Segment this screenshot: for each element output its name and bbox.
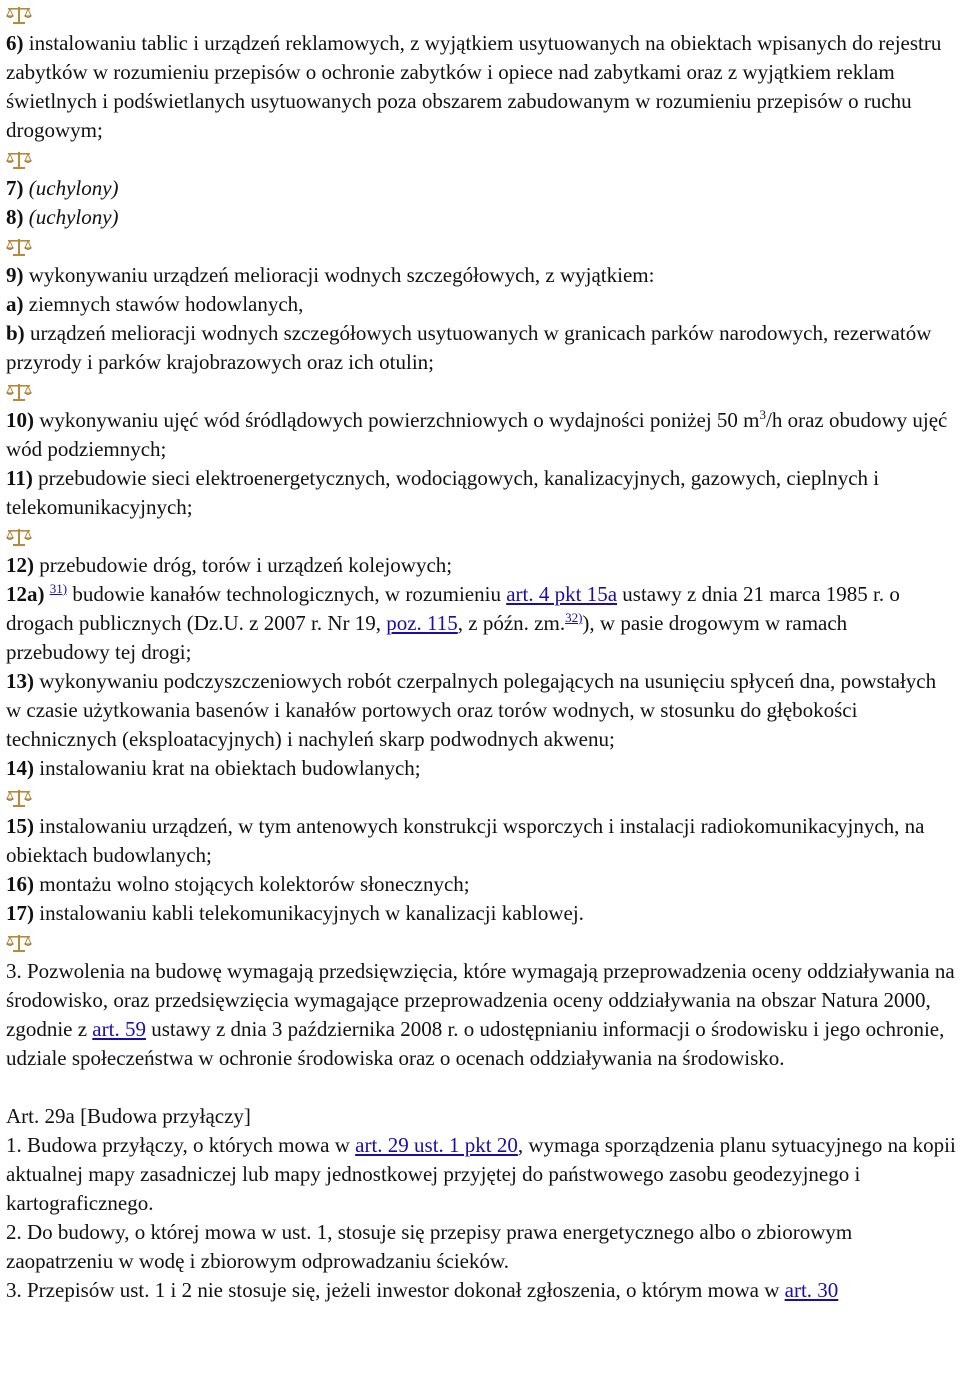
point-number: 6) — [6, 31, 24, 55]
point-number: 17) — [6, 901, 34, 925]
point-text: (uchylony) — [23, 176, 119, 200]
scales-of-justice-icon[interactable] — [6, 382, 32, 402]
paragraph-text: , wymaga sporządzenia planu sytuacyjnego na kopii aktualnej mapy zasadniczej lub mapy jednostkowej przyjętej do państwowego zasobu geodezyjnego i kartograficznego. — [6, 1133, 956, 1215]
point-text: (uchylony) — [23, 205, 119, 229]
footnote-link-31[interactable]: 31) — [49, 581, 68, 596]
point-number: 10) — [6, 408, 34, 432]
link-art-4-pkt-15a[interactable]: art. 4 pkt 15a — [506, 582, 618, 606]
point-text: ziemnych stawów hodowlanych, — [23, 292, 304, 316]
point-12 — [6, 551, 956, 580]
point-number: 14) — [6, 756, 34, 780]
scale-row — [6, 0, 956, 29]
point-text: wykonywaniu urządzeń melioracji wodnych szczegółowych, z wyjątkiem: — [23, 263, 655, 287]
point-text: ustawy z dnia 21 marca 1985 r. o drogach publicznych (Dz.U. z 2007 r. Nr 19, — [6, 582, 900, 635]
point-9b — [6, 319, 956, 377]
scale-row — [6, 522, 956, 551]
point-text: ), w pasie drogowym w ramach przebudowy tej drogi; — [6, 611, 848, 664]
scales-of-justice-icon[interactable] — [6, 788, 32, 808]
point-6 — [6, 29, 956, 145]
point-number: 12a) — [6, 582, 45, 606]
point-14 — [6, 754, 956, 783]
point-7 — [6, 174, 956, 203]
link-art-30[interactable]: art. 30 — [784, 1278, 839, 1302]
point-9 — [6, 261, 956, 290]
article-29a-para-3 — [6, 1276, 956, 1305]
point-text: przebudowie sieci elektroenergetycznych, wodociągowych, kanalizacyjnych, gazowych, cieplnych i telekomunikacyjnych; — [6, 466, 880, 519]
point-17 — [6, 899, 956, 928]
scales-of-justice-icon[interactable] — [6, 933, 32, 953]
paragraph-text: ustawy z dnia 3 października 2008 r. o udostępnianiu informacji o środowisku i jego ochronie, udziale społeczeństwa w ochronie środowiska oraz o ocenach oddziaływania na środowisko. — [6, 1017, 945, 1070]
point-8 — [6, 203, 956, 232]
scales-of-justice-icon[interactable] — [6, 5, 32, 25]
point-letter: b) — [6, 321, 25, 345]
point-text: przebudowie dróg, torów i urządzeń kolejowych; — [34, 553, 453, 577]
point-text: instalowaniu urządzeń, w tym antenowych konstrukcji wsporczych i instalacji radiokomunikacyjnych, na obiektach budowlanych; — [6, 814, 925, 867]
point-text: instalowaniu krat na obiektach budowlanych; — [34, 756, 421, 780]
point-15 — [6, 812, 956, 870]
scale-row — [6, 232, 956, 261]
point-text: /h oraz obudowy ujęć wód podziemnych; — [6, 408, 948, 461]
point-text: instalowaniu tablic i urządzeń reklamowych, z wyjątkiem usytuowanych na obiektach wpisanych do rejestru zabytków w rozumieniu przepisów o ochronie zabytków i opiece nad zabytkami oraz z wyjątkiem reklam świetlnych i podświetlanych usytuowanych poza obszarem zabudowanym w rozumieniu przepisów o ruchu drogowym; — [6, 31, 942, 142]
paragraph-text: 3. Przepisów ust. 1 i 2 nie stosuje się, jeżeli inwestor dokonał zgłoszenia, o którym mowa w — [6, 1278, 785, 1302]
link-art-59[interactable]: art. 59 — [92, 1017, 146, 1041]
paragraph-text: 3. Pozwolenia na budowę wymagają przedsięwzięcia, które wymagają przeprowadzenia oceny oddziaływania na środowisko, oraz przedsięwzięcia wymagające przeprowadzenia oceny oddziaływania na obszar Natura 2000, zgodnie z — [6, 959, 955, 1041]
point-text: montażu wolno stojących kolektorów słonecznych; — [34, 872, 470, 896]
scale-row — [6, 377, 956, 406]
scales-of-justice-icon[interactable] — [6, 527, 32, 547]
superscript: 3 — [759, 407, 767, 422]
footnote-link-32[interactable]: 32) — [565, 610, 583, 625]
scales-of-justice-icon[interactable] — [6, 150, 32, 170]
point-number: 9) — [6, 263, 24, 287]
point-text: , z późn. zm. — [457, 611, 566, 635]
spacer — [6, 1073, 956, 1102]
link-art-29-ust-1-pkt-20[interactable]: art. 29 ust. 1 pkt 20 — [355, 1133, 518, 1157]
point-12a — [6, 580, 956, 667]
point-letter: a) — [6, 292, 24, 316]
point-text: instalowaniu kabli telekomunikacyjnych w kanalizacji kablowej. — [34, 901, 584, 925]
point-number: 13) — [6, 669, 34, 693]
point-text: wykonywaniu ujęć wód śródlądowych powierzchniowych o wydajności poniżej 50 m — [34, 408, 760, 432]
point-number: 16) — [6, 872, 34, 896]
point-11 — [6, 464, 956, 522]
point-9a — [6, 290, 956, 319]
point-text: urządzeń melioracji wodnych szczegółowych usytuowanych w granicach parków narodowych, rezerwatów przyrody i parków krajobrazowych oraz ich otulin; — [6, 321, 932, 374]
scale-row — [6, 928, 956, 957]
point-number: 12) — [6, 553, 34, 577]
point-number: 7) — [6, 176, 24, 200]
point-text: budowie kanałów technologicznych, w rozumieniu — [67, 582, 507, 606]
scale-row — [6, 783, 956, 812]
point-number: 11) — [6, 466, 33, 490]
point-number: 15) — [6, 814, 34, 838]
article-29a-title: Art. 29a [Budowa przyłączy] — [6, 1104, 251, 1128]
point-13 — [6, 667, 956, 754]
point-10 — [6, 406, 956, 464]
scale-row — [6, 145, 956, 174]
article-29a-para-2: 2. Do budowy, o której mowa w ust. 1, stosuje się przepisy prawa energetycznego albo o zbiorowym zaopatrzeniu w wodę i zbiorowym odprowadzaniu ścieków. — [6, 1220, 853, 1273]
article-29a-para-1 — [6, 1131, 956, 1218]
point-number: 8) — [6, 205, 24, 229]
link-poz-115[interactable]: poz. 115 — [386, 611, 458, 635]
scales-of-justice-icon[interactable] — [6, 237, 32, 257]
point-16 — [6, 870, 956, 899]
paragraph-3 — [6, 957, 956, 1073]
paragraph-text: 1. Budowa przyłączy, o których mowa w — [6, 1133, 356, 1157]
point-text: wykonywaniu podczyszczeniowych robót czerpalnych polegających na usunięciu spłyceń dna, powstałych w czasie użytkowania basenów i kanałów portowych oraz torów wodnych, w stosunku do głębokości technicznych (eksploatacyjnych) i nachyleń skarp podwodnych akwenu; — [6, 669, 937, 751]
